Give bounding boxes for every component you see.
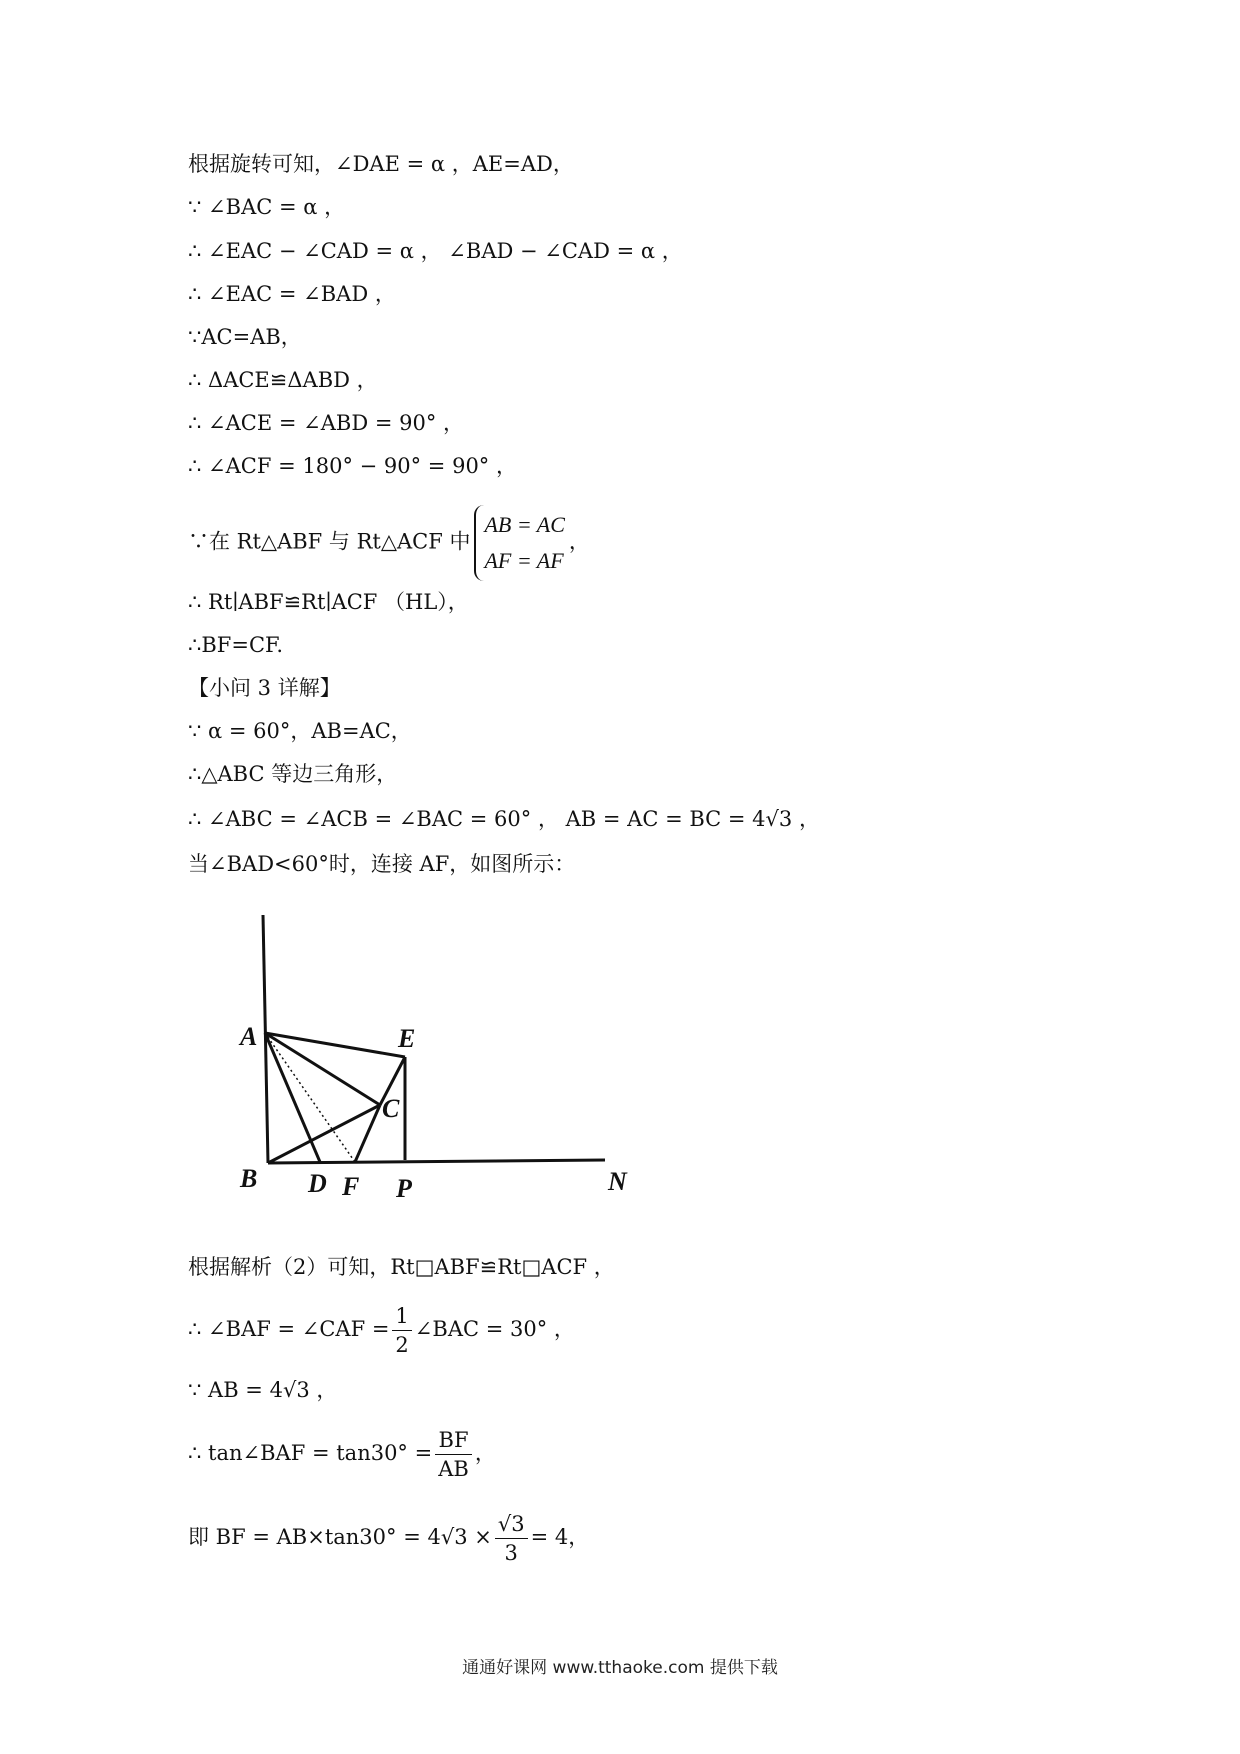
line-20-left: ∴ tan∠BAF = tan30° = xyxy=(188,1441,433,1465)
line-6: ∴ ΔACE≌ΔABD ， xyxy=(188,368,378,392)
system-suffix: ， xyxy=(568,529,590,554)
fraction-denominator: AB xyxy=(438,1457,469,1481)
line-16: 当∠BAD<60°时，连接 AF，如图所示： xyxy=(188,852,576,876)
line-13: ∵ α = 60°，AB=AC， xyxy=(188,719,412,743)
line-20-right: ， xyxy=(474,1441,496,1465)
line-2: ∵ ∠BAC = α ， xyxy=(188,195,346,219)
segment-ad xyxy=(265,1033,320,1162)
line-17: 根据解析（2）可知，Rt□ABF≌Rt□ACF ， xyxy=(188,1255,615,1279)
fraction-denominator: 2 xyxy=(395,1333,409,1357)
geometry-figure xyxy=(230,915,650,1205)
line-4: ∴ ∠EAC = ∠BAD ， xyxy=(188,282,396,306)
line-5: ∵AC=AB， xyxy=(188,325,302,349)
fraction-bf-ab xyxy=(435,1426,472,1483)
section-heading: 【小问 3 详解】 xyxy=(188,676,341,700)
fraction-numerator: 1 xyxy=(392,1302,411,1331)
line-3: ∴ ∠EAC − ∠CAD = α ， ∠BAD − ∠CAD = α ， xyxy=(188,239,683,263)
label-a: A xyxy=(240,1022,258,1051)
line-18 xyxy=(188,1302,575,1359)
line-18-right: ∠BAC = 30° ， xyxy=(414,1317,575,1341)
label-e: E xyxy=(398,1024,416,1053)
label-f: F xyxy=(342,1172,360,1201)
fraction-sqrt3-3 xyxy=(495,1510,528,1567)
label-c: C xyxy=(382,1094,400,1123)
fraction-one-half xyxy=(392,1302,411,1359)
line-21-right: = 4， xyxy=(530,1525,590,1549)
line-8: ∴ ∠ACF = 180° − 90° = 90° ， xyxy=(188,454,517,478)
line-14: ∴△ABC 等边三角形， xyxy=(188,762,398,786)
segment-cf xyxy=(355,1105,380,1162)
equation-system-line xyxy=(188,505,590,581)
fraction-numerator: √3 xyxy=(495,1510,528,1539)
fraction-denominator: 3 xyxy=(504,1541,518,1565)
line-11: ∴BF=CF. xyxy=(188,633,284,657)
equation-system xyxy=(474,505,564,581)
line-10: ∴ Rt∣ABF≌Rt∣ACF （HL）， xyxy=(188,590,469,614)
line-15: ∴ ∠ABC = ∠ACB = ∠BAC = 60° ， AB = AC = BC = 4√3 ， xyxy=(188,807,820,831)
label-n: N xyxy=(608,1167,627,1196)
label-b: B xyxy=(240,1164,258,1193)
figure-lines xyxy=(263,915,605,1163)
label-p: P xyxy=(396,1174,412,1203)
segment-bc xyxy=(268,1105,380,1163)
line-1: 根据旋转可知，∠DAE = α ，AE=AD， xyxy=(188,152,574,176)
system-eq-2: AF = AF xyxy=(484,548,564,573)
line-7: ∴ ∠ACE = ∠ABD = 90° ， xyxy=(188,411,465,435)
fraction-numerator: BF xyxy=(435,1426,472,1455)
line-21-left: 即 BF = AB×tan30° = 4√3 × xyxy=(188,1525,492,1549)
footer-text: 通通好课网 www.tthaoke.com 提供下载 xyxy=(462,1658,778,1678)
system-eq-1: AB = AC xyxy=(484,512,565,537)
system-prefix: ∵在 Rt△ABF 与 Rt△ACF 中 xyxy=(188,529,471,554)
line-18-left: ∴ ∠BAF = ∠CAF = xyxy=(188,1317,390,1341)
label-d: D xyxy=(308,1169,327,1198)
line-21 xyxy=(188,1510,589,1567)
line-19: ∵ AB = 4√3 ， xyxy=(188,1378,338,1402)
line-20 xyxy=(188,1426,496,1483)
